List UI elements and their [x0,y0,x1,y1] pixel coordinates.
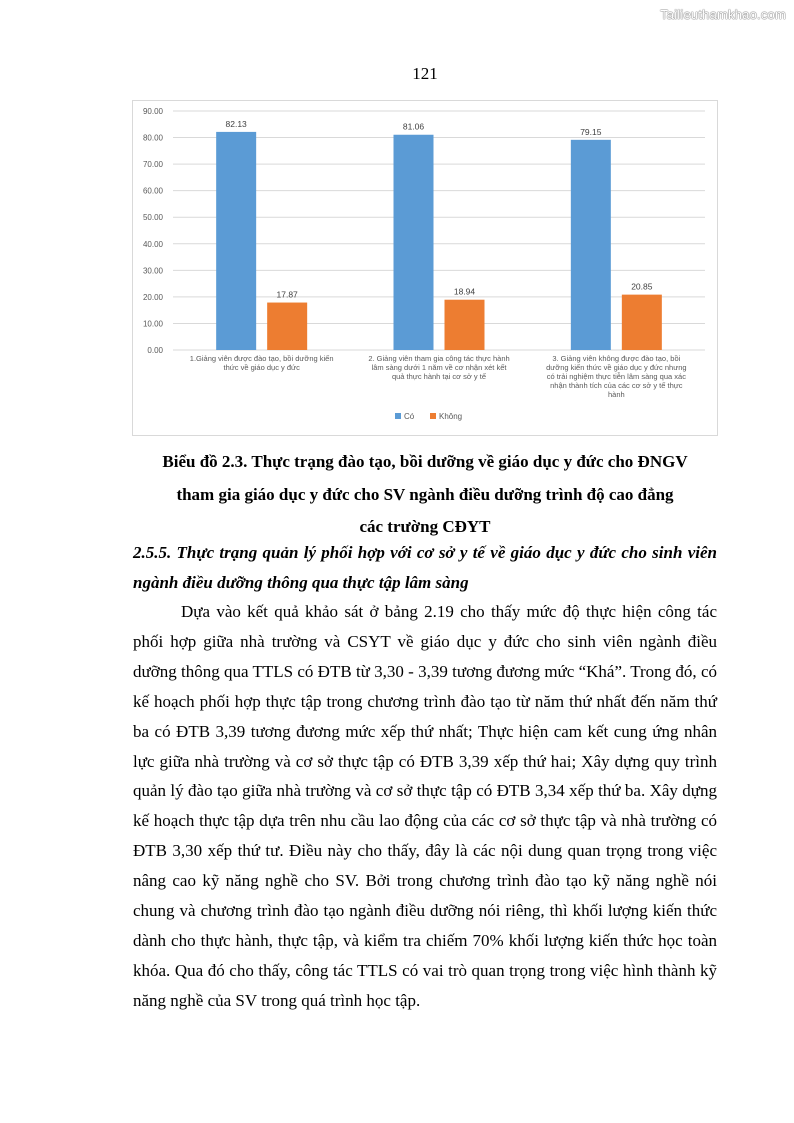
y-tick-label: 30.00 [142,266,163,276]
legend-label: Có [404,412,415,421]
y-tick-label: 70.00 [142,160,163,170]
caption-line: các trường CĐYT [359,517,491,536]
y-tick-label: 10.00 [142,319,163,329]
y-tick-label: 60.00 [142,186,163,196]
y-tick-label: 20.00 [142,292,163,302]
x-category-label: lâm sàng dưới 1 năm về cơ nhận xét kết [371,363,507,372]
bar-chart-svg [133,101,717,435]
bar-chart [132,100,718,436]
x-category-label: hành [607,390,625,399]
bar [267,303,307,350]
x-category-label: 3. Giảng viên không được đào tạo, bồi [552,354,681,363]
data-label: 79.15 [580,126,602,137]
legend-swatch [430,413,436,419]
figure-caption [133,446,717,544]
caption-line: tham gia giáo dục y đức cho SV ngành điều dưỡng trình độ cao đẳng [176,484,674,504]
x-category-label: 2. Giảng viên tham gia công tác thực hành [368,354,510,363]
y-tick-label: 80.00 [142,133,163,143]
bar [394,135,434,350]
x-category-label: nhận thành tích của các cơ sở y tế thực [550,381,683,390]
x-category-label: 1.Giảng viên được đào tạo, bồi dưỡng kiến [189,354,334,363]
data-label: 81.06 [402,121,425,132]
page-number: 121 [412,64,438,83]
watermark-text: Tailieuthamkhao.com [660,7,786,22]
bar [216,132,256,350]
y-tick-label: 40.00 [142,239,163,249]
caption-line: Biểu đồ 2.3. Thực trạng đào tạo, bồi dưỡng về giáo dục y đức cho ĐNGV [162,452,688,471]
body-paragraph: Dựa vào kết quả khảo sát ở bảng 2.19 cho thấy mức độ thực hiện công tác phối hợp giữa nhà trường và CSYT về giáo dục y đức cho sinh viên ngành điều dưỡng thông qua TTLS có ĐTB từ 3,30 - 3,39 tương đương mức “Khá”. Trong đó, có kế hoạch phối hợp thực tập trong chương trình đào tạo từ năm thứ nhất đến năm thứ ba có ĐTB 3,39 tương đương mức xếp thứ nhất; Thực hiện cam kết cung ứng nhân lực giữa nhà trường và cơ sở thực tập có ĐTB 3,39 xếp thứ hai; Xây dựng quy trình quản lý đào tạo giữa nhà trường và cơ sở thực tập có ĐTB 3,34 xếp thứ ba. Xây dựng kế hoạch thực tập dựa trên nhu cầu lao động của các cơ sở thực tập và nhà trường có ĐTB 3,30 xếp thứ tư. Điều này cho thấy, đây là các nội dung quan trọng trong việc nâng cao kỹ năng nghề cho SV. Bởi trong chương trình đào tạo kỹ năng nghề nói chung và chương trình đào tạo ngành điều dưỡng nói riêng, thì khối lượng kiến thức dành cho thực hành, thực tập, và kiểm tra chiếm 70% khối lượng kiến thức học toàn khóa. Qua đó cho thấy, công tác TTLS có vai trò quan trọng trong việc hình thành kỹ năng nghề của SV trong quá trình học tập. [133,602,717,1010]
legend-swatch [395,413,401,419]
bar [622,295,662,350]
data-label: 18.94 [453,286,476,297]
bar [571,140,611,350]
y-tick-label: 90.00 [142,107,163,116]
x-category-label: quả thực hành tại cơ sở y tế [391,372,487,381]
bar [445,300,485,350]
section-heading: 2.5.5. Thực trạng quản lý phối hợp với cơ sở y tế về giáo dục y đức cho sinh viên ngành điều dưỡng thông qua thực tập lâm sàng [133,543,717,592]
y-tick-label: 50.00 [142,213,163,223]
data-label: 17.87 [276,289,298,300]
y-tick-label: 0.00 [147,346,163,355]
data-label: 20.85 [631,281,653,292]
x-category-label: dưỡng kiến thức về giáo dục y đức nhưng [546,363,687,372]
x-category-label: có trải nghiệm thực tiễn lâm sàng qua xác [546,372,686,381]
x-category-label: thức về giáo dục y đức [223,363,300,372]
legend-label: Không [439,412,463,421]
data-label: 82.13 [225,118,247,129]
